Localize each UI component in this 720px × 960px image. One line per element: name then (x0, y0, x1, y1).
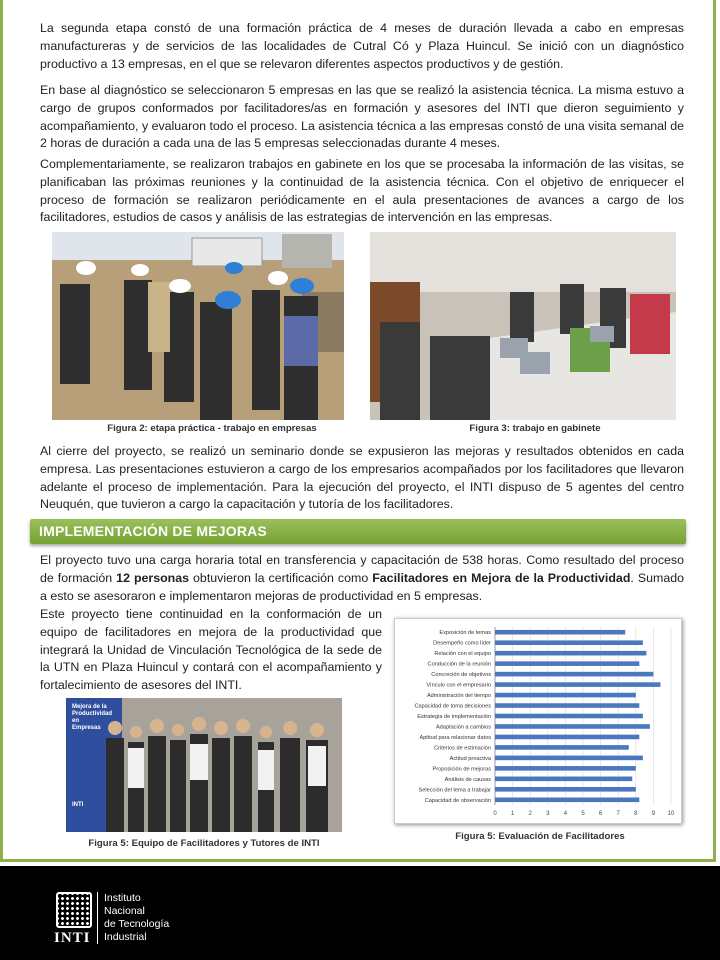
x-tick-label: 5 (581, 811, 585, 817)
x-tick-label: 8 (634, 811, 638, 817)
category-label: Conducción de la reunión (427, 661, 491, 668)
category-label: Capacidad de toma decisiones (414, 703, 491, 710)
inti-logo-icon (56, 892, 92, 928)
results-text-1: El proyecto tuvo una carga horaria total en transferencia y capacitación de 538 horas. Como resultado del proceso de formación (40, 553, 684, 585)
banner-text (72, 704, 118, 809)
category-label: Criterios de estimación (434, 745, 491, 752)
logo-separator (97, 892, 98, 944)
paragraph-second-stage: La segunda etapa constó de una formación práctica de 4 meses de duración llevada a cabo en empresas manufactureras y de servicios de las localidades de Cutral Có y Plaza Huincul. Se inició con un diagnóstico productivo a 13 empresas, en el que se relevaron diferentes aspectos productivos y de gestión. (40, 21, 684, 71)
x-tick-label: 2 (528, 811, 532, 817)
bar (495, 797, 639, 802)
bar (495, 703, 639, 708)
x-tick-label: 4 (563, 811, 568, 817)
results-text-2: obtuvieron la certificación como (189, 570, 373, 585)
results-certification: Facilitadores en Mejora de la Productividad (372, 570, 631, 585)
bar (495, 787, 636, 792)
section-header-bar (30, 519, 686, 544)
category-label: Concreción de objetivos (431, 672, 491, 679)
bar (495, 735, 639, 740)
category-label: Relación con el equipo (434, 651, 491, 658)
field-work-illustration (52, 232, 344, 420)
figure-3-photo (370, 232, 676, 420)
category-label: Estrategia de implementación (417, 714, 491, 720)
logo-word: INTI (54, 930, 91, 946)
category-label: Actitud proactiva (449, 755, 491, 762)
banner-line-1: Mejora de la (72, 704, 107, 710)
category-label: Selección del tema a trabajar (418, 787, 491, 794)
institute-name-line-1: Instituto (104, 892, 141, 904)
figure-2-photo (52, 232, 344, 420)
section-title: IMPLEMENTACIÓN DE MEJORAS (39, 523, 267, 539)
bar (495, 766, 636, 771)
team-photo (66, 698, 342, 832)
category-label: Análisis de causas (444, 776, 491, 783)
bar (495, 745, 629, 750)
bar (495, 777, 632, 782)
category-label: Exposición de temas (439, 630, 491, 637)
evaluation-caption: Figura 5: Evaluación de Facilitadores (455, 831, 625, 842)
category-label: Capacidad de observación (424, 797, 491, 804)
banner-org: INTI (72, 802, 84, 808)
evaluation-chart-svg (395, 619, 681, 823)
category-label: Vínculo con el empresario (426, 682, 491, 689)
figure-2-caption: Figura 2: etapa práctica - trabajo en empresas (107, 423, 317, 434)
figure-3-caption: Figura 3: trabajo en gabinete (469, 423, 601, 434)
bar (495, 630, 625, 635)
x-tick-label: 9 (651, 811, 656, 817)
category-label: Aptitud para relacionar datos (419, 734, 491, 741)
category-label: Administración del tiempo (426, 693, 491, 700)
category-label: Desempeño como líder (433, 640, 491, 647)
institute-name (104, 892, 169, 944)
x-tick-label: 7 (616, 811, 620, 817)
results-text-3: . Sumado a esto se asesoraron e implementaron mejoras de productividad en 5 empresas. (40, 570, 684, 603)
banner-line-3: Empresas (72, 725, 101, 731)
bar (495, 661, 639, 666)
paragraph-continuity: Este proyecto tiene continuidad en la conformación de un equipo de facilitadores en mejora de la productividad que integrará la Unidad de Vinculación Tecnológica de la sede de la UTN en Plaza Huincul y contará con el acompañamiento y fortalecimiento de asesores del INTI. (40, 607, 382, 693)
paragraph-diagnosis: En base al diagnóstico se seleccionaron 5 empresas en las que se realizó la asistencia técnica. La misma estuvo a cargo de grupos conformados por facilitadores/as en formación y asesores del INTI que dieron seguimiento y acompañamiento, y evaluaron todo el proceso. La asistencia técnica a las empresas constó de una visita semanal de 2 horas de duración a cada una de las 5 empresas seleccionadas durante 4 meses. (40, 83, 684, 151)
x-tick-label: 1 (510, 811, 515, 817)
bar (495, 714, 643, 719)
x-tick-label: 3 (546, 811, 550, 817)
evaluation-chart (394, 618, 682, 824)
banner-line-2: Productividad en (72, 711, 113, 724)
paragraph-results (40, 552, 684, 605)
bar (495, 672, 653, 677)
office-work-illustration (370, 232, 676, 420)
category-label: Adaptación a cambios (435, 724, 491, 731)
category-label: Proposición de mejoras (432, 766, 491, 773)
institute-name-line-2: Nacional (104, 905, 145, 917)
bar (495, 756, 643, 761)
x-tick-label: 10 (667, 811, 675, 817)
bar (495, 693, 636, 698)
institute-name-line-3: de Tecnología (104, 918, 170, 930)
x-tick-label: 0 (493, 811, 497, 817)
institute-name-line-4: Industrial (104, 931, 147, 943)
bar (495, 640, 643, 645)
bar (495, 682, 660, 687)
paragraph-complementary: Complementariamente, se realizaron trabajos en gabinete en los que se procesaba la información de las visitas, se planificaban las próximas reuniones y la continuidad de la asistencia técnica. Con el objetivo de enriquecer el proceso de formación se realizaron periódicamente en el aula presentaciones de avances a cargo de los facilitadores, estudios de casos y análisis de las estrategias de intervención en las empresas. (40, 157, 684, 225)
bar (495, 651, 646, 656)
paragraph-closing-seminar: Al cierre del proyecto, se realizó un seminario donde se expusieron las mejoras y resultados obtenidos en cada empresa. Las presentaciones estuvieron a cargo de los empresarios acompañados por los facilitadores que llevaron adelante el proceso de implementación. Para la ejecución del proyecto, el INTI dispuso de 5 agentes del centro Neuquén, que tuvieron a cargo la capacitación y tutoría de los facilitadores. (40, 444, 684, 512)
bar (495, 724, 650, 729)
team-caption: Figura 5: Equipo de Facilitadores y Tutores de INTI (88, 838, 320, 849)
results-count: 12 personas (116, 570, 190, 585)
x-tick-label: 6 (598, 811, 603, 817)
